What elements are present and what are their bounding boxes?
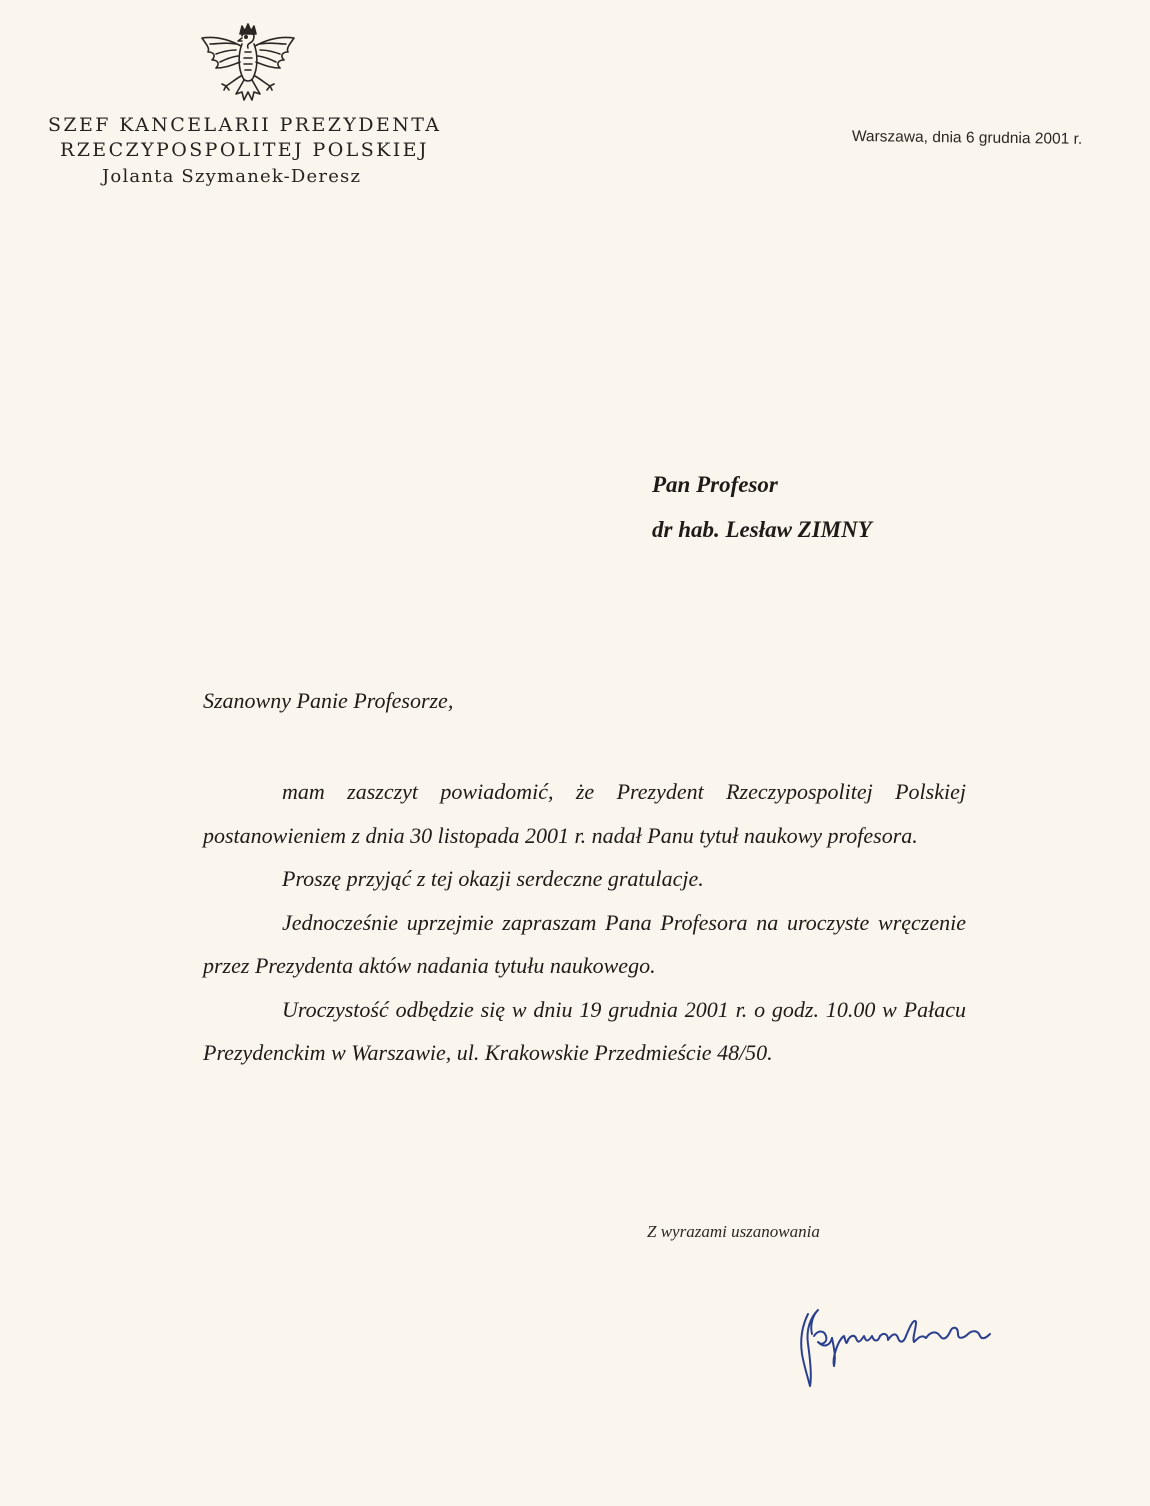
letter-body bbox=[203, 770, 966, 1075]
body-paragraph: Uroczystość odbędzie się w dniu 19 grudnia 2001 r. o godz. 10.00 w Pałacu Prezydenckim w Warszawie, ul. Krakowskie Przedmieście 48/50. bbox=[203, 996, 966, 1065]
body-paragraph: mam zaszczyt powiadomić, że Prezydent Rzeczypospolitej Polskiej postanowieniem z dnia 30 listopada 2001 r. nadał Panu tytuł naukowy profesora. bbox=[203, 779, 966, 848]
recipient-title: Pan Profesor bbox=[652, 472, 778, 497]
header-name: Jolanta Szymanek-Deresz bbox=[102, 166, 362, 187]
body-paragraph: Proszę przyjąć z tej okazji serdeczne gratulacje. bbox=[282, 866, 704, 891]
recipient-name: dr hab. Lesław ZIMNY bbox=[652, 517, 872, 542]
closing-phrase: Z wyrazami uszanowania bbox=[647, 1222, 820, 1241]
letter-date: Warszawa, dnia 6 grudnia 2001 r. bbox=[851, 128, 1083, 148]
header-subtitle: RZECZYPOSPOLITEJ POLSKIEJ bbox=[60, 139, 429, 161]
body-paragraph: Jednocześnie uprzejmie zapraszam Pana Profesora na uroczyste wręczenie przez Prezydenta aktów nadania tytułu naukowego. bbox=[203, 909, 966, 978]
salutation: Szanowny Panie Profesorze, bbox=[203, 688, 454, 713]
header-title: SZEF KANCELARII PREZYDENTA bbox=[48, 114, 442, 136]
signature-icon bbox=[788, 1296, 1018, 1396]
eagle-emblem-icon bbox=[196, 22, 300, 106]
